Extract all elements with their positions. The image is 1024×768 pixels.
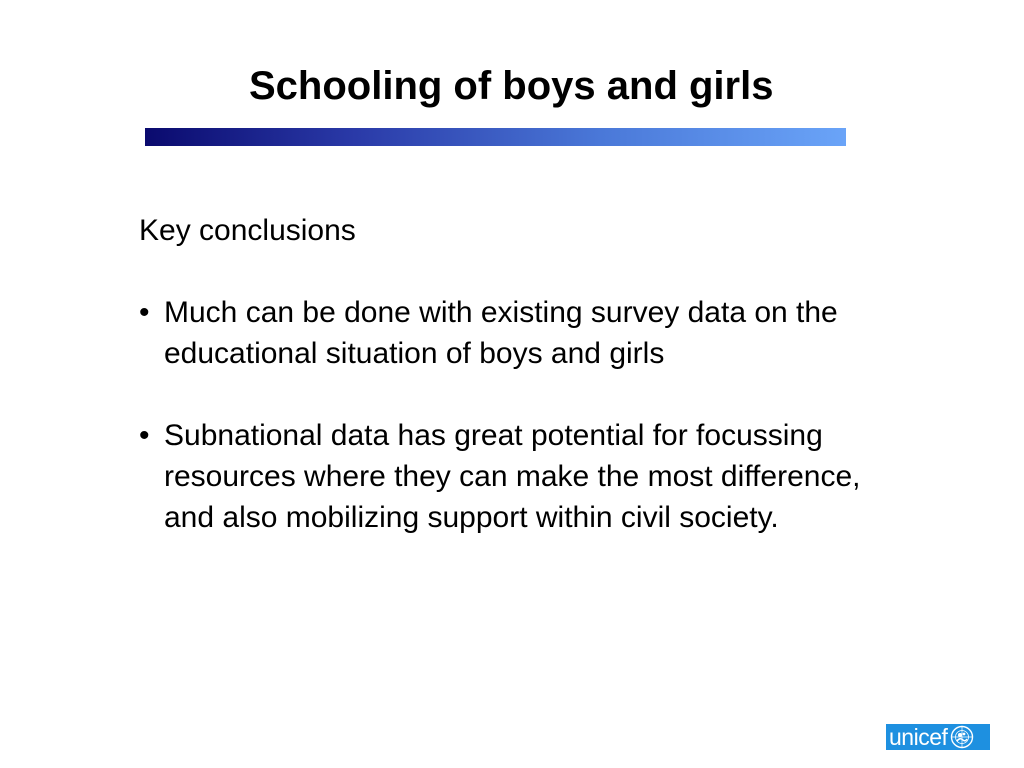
section-heading: Key conclusions [139, 214, 356, 247]
logo-wordmark: unicef [889, 724, 948, 750]
bullet-dot-icon: • [139, 419, 150, 452]
title-gradient-rule [145, 128, 846, 146]
unicef-logo [886, 724, 990, 750]
bullet-text: Much can be done with existing survey data on the educational situation of boys and girls [164, 296, 838, 370]
bullet-list [139, 292, 899, 538]
bullet-item [139, 415, 899, 538]
bullet-dot-icon: • [139, 296, 150, 329]
bullet-text: Subnational data has great potential for focussing resources where they can make the most difference, and also mobilizing support within civil society. [164, 419, 861, 534]
bullet-item [139, 292, 899, 374]
unicef-emblem-icon [950, 725, 974, 749]
slide-title: Schooling of boys and girls [249, 64, 774, 108]
slide-body [139, 210, 899, 579]
